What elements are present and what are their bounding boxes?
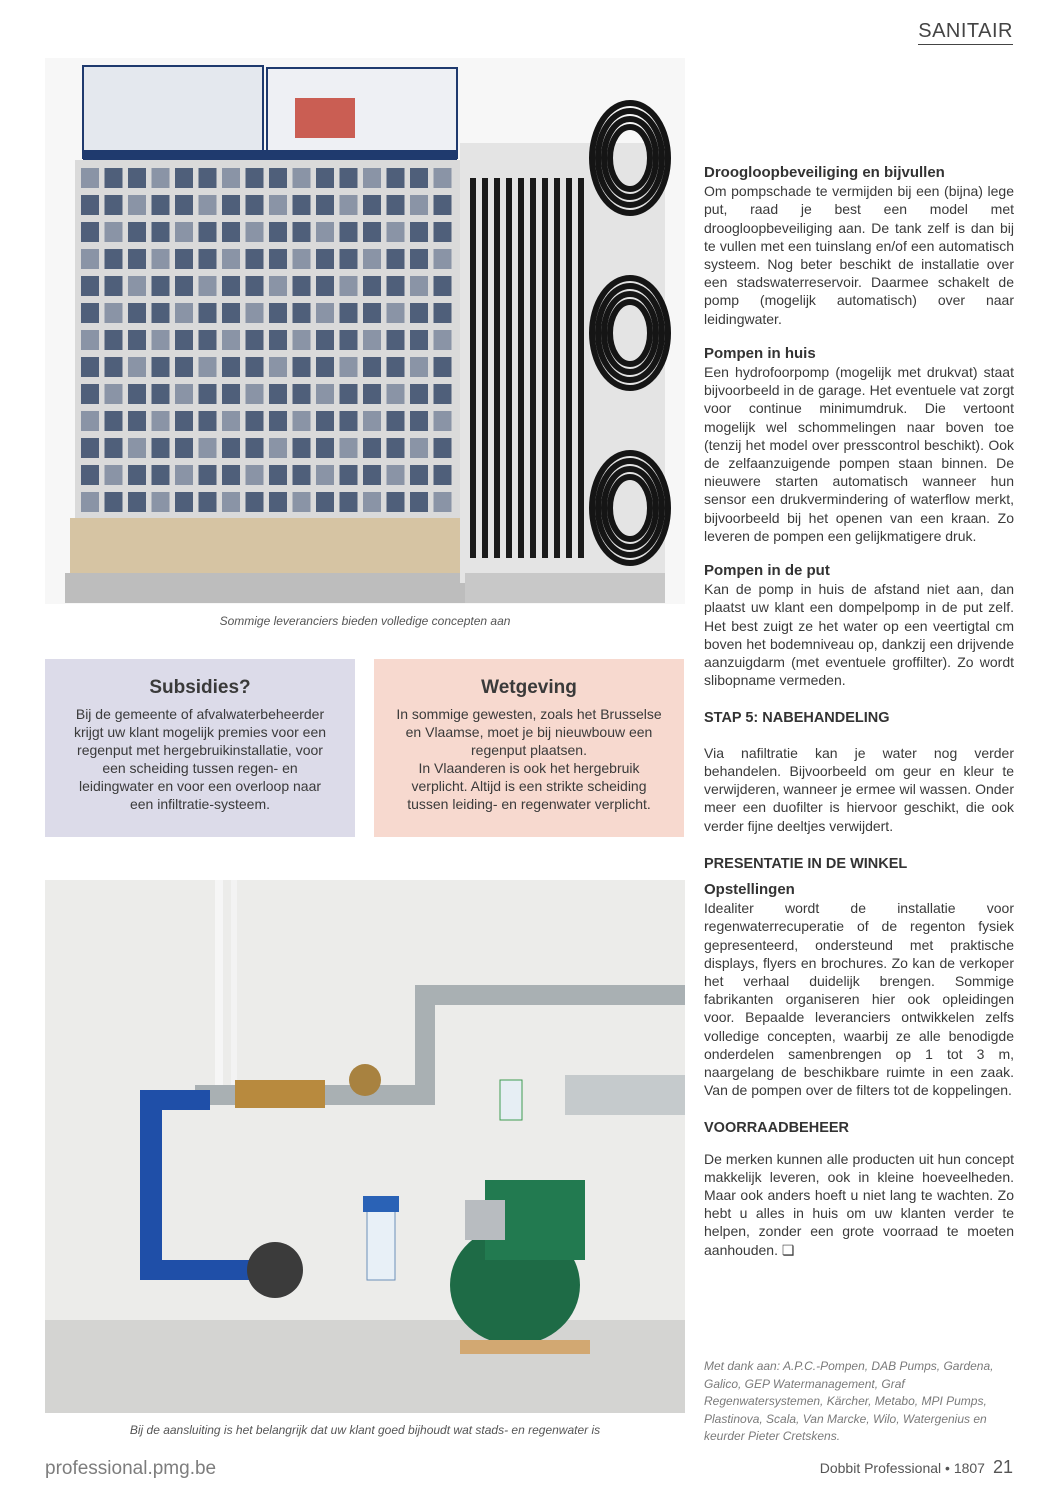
product-blister bbox=[128, 303, 146, 323]
product-blister bbox=[269, 438, 287, 458]
hose-strip bbox=[542, 178, 548, 558]
product-blister bbox=[105, 438, 123, 458]
display-rack-illustration bbox=[45, 58, 685, 604]
product-blister bbox=[410, 249, 428, 269]
subsidies-box bbox=[45, 659, 355, 837]
product-blister bbox=[246, 222, 264, 242]
pump-installation-illustration bbox=[45, 880, 685, 1413]
product-blister bbox=[293, 438, 311, 458]
product-blister bbox=[152, 330, 170, 350]
product-blister bbox=[128, 330, 146, 350]
product-blister bbox=[434, 492, 452, 512]
product-blister bbox=[81, 168, 99, 188]
product-blister bbox=[387, 411, 405, 431]
product-blister bbox=[128, 195, 146, 215]
product-blister bbox=[269, 303, 287, 323]
text-voorraadbeheer bbox=[704, 1150, 1014, 1259]
product-blister bbox=[152, 465, 170, 485]
product-blister bbox=[152, 411, 170, 431]
product-blister bbox=[410, 303, 428, 323]
product-blister bbox=[269, 411, 287, 431]
product-blister bbox=[81, 357, 99, 377]
product-blister bbox=[222, 492, 240, 512]
product-blister bbox=[175, 492, 193, 512]
heading-droogloop: Droogloopbeveiliging en bijvullen bbox=[704, 164, 945, 181]
product-blister bbox=[387, 249, 405, 269]
product-blister bbox=[340, 384, 358, 404]
product-blister bbox=[340, 222, 358, 242]
product-blister bbox=[387, 276, 405, 296]
product-blister bbox=[410, 465, 428, 485]
pump-installation-photo bbox=[45, 880, 685, 1413]
product-blister bbox=[410, 384, 428, 404]
product-blister bbox=[199, 303, 217, 323]
product-blister bbox=[152, 357, 170, 377]
product-blister bbox=[293, 492, 311, 512]
product-blister bbox=[105, 303, 123, 323]
product-blister bbox=[363, 465, 381, 485]
product-blister bbox=[387, 438, 405, 458]
hose-strip bbox=[518, 178, 524, 558]
subsidies-text: Bij de gemeente of afvalwaterbeheerder krijgt uw klant mogelijk premies voor een regenput met hergebruikinstallatie, voor een scheiding tussen regen- en leidingwater en voor een overloop naar een infiltratie-systeem. bbox=[73, 706, 327, 812]
product-blister bbox=[434, 330, 452, 350]
heading-nabehandeling: STAP 5: NABEHANDELING bbox=[704, 710, 890, 727]
product-blister bbox=[199, 222, 217, 242]
product-blister bbox=[293, 303, 311, 323]
product-blister bbox=[222, 303, 240, 323]
product-blister bbox=[152, 276, 170, 296]
article-column bbox=[704, 164, 1014, 1259]
hose-strip bbox=[494, 178, 500, 558]
heading-presentatie: PRESENTATIE IN DE WINKEL bbox=[704, 855, 908, 872]
product-blister bbox=[175, 168, 193, 188]
product-blister bbox=[434, 195, 452, 215]
product-blister bbox=[316, 222, 334, 242]
product-blister bbox=[105, 222, 123, 242]
product-blister bbox=[199, 492, 217, 512]
product-blister bbox=[105, 384, 123, 404]
product-blister bbox=[293, 195, 311, 215]
heading-pompen-in-put: Pompen in de put bbox=[704, 562, 830, 580]
product-blister bbox=[387, 492, 405, 512]
product-blister bbox=[410, 411, 428, 431]
product-blister bbox=[199, 168, 217, 188]
product-blister bbox=[81, 411, 99, 431]
product-blister bbox=[222, 465, 240, 485]
product-blister bbox=[293, 276, 311, 296]
product-blister bbox=[410, 438, 428, 458]
product-blister bbox=[340, 276, 358, 296]
product-blister bbox=[175, 438, 193, 458]
product-blister bbox=[410, 195, 428, 215]
product-blister bbox=[199, 276, 217, 296]
text-pompen-in-huis: Een hydrofoorpomp (mogelijk met drukvat) staat bijvoorbeeld in de garage. Het eventuele vat zorgt voor continue minimumdruk. Die vertoont mogelijk wel schommelingen naar boven toe (tenzij het model over presscontrol beschikt). Ook de zelfaanzuigende pompen staan binnen. De nieuwere starten automatisch wanneer hun sensor een drukvermindering of waterflow merkt, bijvoorbeeld bij het openen van een kraan. Zo leveren de pompen een gelijkmatigere druk. bbox=[704, 364, 1014, 544]
product-blister bbox=[105, 168, 123, 188]
product-blister bbox=[269, 276, 287, 296]
product-blister bbox=[269, 465, 287, 485]
product-blister bbox=[199, 195, 217, 215]
product-blister bbox=[410, 492, 428, 512]
product-blister bbox=[434, 384, 452, 404]
product-blister bbox=[175, 411, 193, 431]
wetgeving-text-1: In sommige gewesten, zoals het Brusselse en Vlaamse, moet je bij nieuwbouw een regenput plaatsen. bbox=[396, 706, 662, 758]
product-blister bbox=[246, 438, 264, 458]
product-blister bbox=[199, 330, 217, 350]
product-blister bbox=[316, 330, 334, 350]
product-blister bbox=[316, 492, 334, 512]
product-blister bbox=[269, 357, 287, 377]
product-blister bbox=[387, 357, 405, 377]
product-blister bbox=[363, 195, 381, 215]
product-blister bbox=[246, 330, 264, 350]
display-rack-photo bbox=[45, 58, 685, 604]
product-blister bbox=[152, 303, 170, 323]
product-blister bbox=[363, 222, 381, 242]
product-blister bbox=[175, 357, 193, 377]
product-blister bbox=[246, 195, 264, 215]
product-blister bbox=[269, 330, 287, 350]
product-blister bbox=[316, 384, 334, 404]
product-blister bbox=[222, 249, 240, 269]
product-blister bbox=[81, 222, 99, 242]
product-blister bbox=[81, 330, 99, 350]
wetgeving-box bbox=[374, 659, 684, 837]
product-blister bbox=[293, 249, 311, 269]
product-blister bbox=[175, 276, 193, 296]
product-blister bbox=[246, 276, 264, 296]
product-blister bbox=[152, 249, 170, 269]
hose-strip bbox=[506, 178, 512, 558]
acknowledgements: Met dank aan: A.P.C.-Pompen, DAB Pumps, Gardena, Galico, GEP Watermanagement, Graf Regenwatersystemen, Kärcher, Metabo, MPI Pumps, Plastinova, Scala, Van Marcke, Wilo, Watergenius en keurder Pieter Cretskens. bbox=[704, 1359, 994, 1443]
product-blister bbox=[269, 384, 287, 404]
product-blister bbox=[363, 411, 381, 431]
product-blister bbox=[387, 168, 405, 188]
product-blister bbox=[293, 357, 311, 377]
product-blister bbox=[340, 303, 358, 323]
text-nabehandeling: Via nafiltratie kan je water nog verder behandelen. Bijvoorbeeld om geur en kleur te verwijderen, wanneer je ermee wil wassen. Onder meer een duofilter is hiervoor geschikt, die ook verder fijne deeltjes verwijdert. bbox=[704, 744, 1014, 834]
hose-strip bbox=[530, 178, 536, 558]
product-blister bbox=[410, 357, 428, 377]
product-blister bbox=[316, 303, 334, 323]
product-blister bbox=[222, 222, 240, 242]
wetgeving-text-2: In Vlaanderen is ook het hergebruik verplicht. Altijd is een strikte scheiding tussen leiding- en regenwater verplicht. bbox=[407, 760, 651, 812]
hose-strip bbox=[470, 178, 476, 558]
product-blister bbox=[128, 465, 146, 485]
product-blister bbox=[105, 195, 123, 215]
product-blister bbox=[81, 303, 99, 323]
product-blister bbox=[316, 195, 334, 215]
product-blister bbox=[340, 438, 358, 458]
product-blister bbox=[434, 357, 452, 377]
top-photo-caption: Sommige leveranciers bieden volledige concepten aan bbox=[219, 614, 511, 628]
page-footer bbox=[820, 1457, 1013, 1478]
product-blister bbox=[363, 384, 381, 404]
page-number: 21 bbox=[992, 1457, 1013, 1477]
product-blister bbox=[316, 357, 334, 377]
product-blister bbox=[434, 276, 452, 296]
product-blister bbox=[199, 384, 217, 404]
product-blister bbox=[246, 384, 264, 404]
product-blister bbox=[81, 195, 99, 215]
product-blister bbox=[269, 492, 287, 512]
product-blister bbox=[175, 249, 193, 269]
product-blister bbox=[340, 357, 358, 377]
product-blister bbox=[152, 384, 170, 404]
subsidies-title: Subsidies? bbox=[149, 677, 251, 698]
product-blister bbox=[222, 357, 240, 377]
product-blister bbox=[410, 222, 428, 242]
magazine-issue: Dobbit Professional • 1807 bbox=[819, 1460, 985, 1476]
text-pompen-in-put: Kan de pomp in huis de afstand niet aan, dan plaatst uw klant een dompelpomp in de put zelf. Het best zuigt ze het water op een veertigtal cm boven het bodemniveau op, dankzij een drijvende aanzuigdarm (met eventuele groffilter). Zo wordt slibopname vermeden. bbox=[704, 581, 1014, 689]
product-blister bbox=[222, 168, 240, 188]
product-blister bbox=[128, 249, 146, 269]
product-blister bbox=[105, 357, 123, 377]
end-mark-icon: ❏ bbox=[781, 1241, 795, 1258]
product-blister bbox=[269, 222, 287, 242]
hose-strip bbox=[578, 178, 584, 558]
product-blister bbox=[363, 303, 381, 323]
product-blister bbox=[128, 276, 146, 296]
product-blister bbox=[246, 168, 264, 188]
heading-opstellingen: Opstellingen bbox=[704, 880, 795, 898]
product-blister bbox=[222, 276, 240, 296]
product-blister bbox=[340, 195, 358, 215]
hose-strip bbox=[566, 178, 572, 558]
product-blister bbox=[269, 249, 287, 269]
product-blister bbox=[128, 492, 146, 512]
wetgeving-title: Wetgeving bbox=[481, 677, 577, 698]
text-voorraadbeheer-body: De merken kunnen alle producten uit hun concept makkelijk leveren, ook in kleine hoeveelheden. Maar ook anders hoeft u niet lang te wachten. Zo hebt u alles in huis om uw klanten verder te helpen, zonder een grote voorraad te moeten aanhouden. bbox=[704, 1150, 1014, 1258]
product-blister bbox=[175, 195, 193, 215]
product-blister bbox=[387, 465, 405, 485]
product-blister bbox=[199, 357, 217, 377]
product-blister bbox=[81, 276, 99, 296]
product-blister bbox=[363, 330, 381, 350]
product-blister bbox=[387, 384, 405, 404]
product-blister bbox=[387, 330, 405, 350]
product-blister bbox=[128, 357, 146, 377]
product-blister bbox=[152, 222, 170, 242]
product-blister bbox=[387, 303, 405, 323]
hose-strip bbox=[554, 178, 560, 558]
product-blister bbox=[81, 438, 99, 458]
product-blister bbox=[434, 411, 452, 431]
product-blister bbox=[105, 411, 123, 431]
product-blister bbox=[246, 411, 264, 431]
product-blister bbox=[316, 249, 334, 269]
product-blister bbox=[175, 303, 193, 323]
product-blister bbox=[293, 222, 311, 242]
product-blister bbox=[246, 492, 264, 512]
product-blister bbox=[293, 465, 311, 485]
section-label: SANITAIR bbox=[918, 20, 1013, 45]
product-blister bbox=[340, 465, 358, 485]
text-droogloop: Om pompschade te vermijden bij een (bijna) lege put, raad je best een model met droogloopbeveiliging aan. De tank zelf is dan bij te vullen met een tuinslang en/of een automatisch systeem. Nog beter beschikt de installatie over een stadswaterreservoir. Daarmee schakelt de pomp (mogelijk automatisch) over naar leidingwater. bbox=[704, 183, 1014, 327]
product-blister bbox=[434, 465, 452, 485]
product-blister bbox=[293, 168, 311, 188]
product-blister bbox=[434, 168, 452, 188]
product-blister bbox=[222, 384, 240, 404]
product-blister bbox=[410, 168, 428, 188]
hose-strip bbox=[482, 178, 488, 558]
heading-voorraadbeheer: VOORRAADBEHEER bbox=[704, 1120, 850, 1137]
product-blister bbox=[105, 330, 123, 350]
product-blister bbox=[152, 195, 170, 215]
product-blister bbox=[222, 330, 240, 350]
product-blister bbox=[246, 357, 264, 377]
product-blister bbox=[363, 276, 381, 296]
product-blister bbox=[81, 384, 99, 404]
product-blister bbox=[175, 222, 193, 242]
product-blister bbox=[81, 249, 99, 269]
product-blister bbox=[246, 249, 264, 269]
product-blister bbox=[246, 303, 264, 323]
product-blister bbox=[199, 465, 217, 485]
product-blister bbox=[316, 438, 334, 458]
product-blister bbox=[246, 465, 264, 485]
product-blister bbox=[340, 249, 358, 269]
bottom-photo-caption: Bij de aansluiting is het belangrijk dat uw klant goed bijhoudt wat stads- en regenwater is bbox=[129, 1423, 601, 1437]
product-blister bbox=[363, 438, 381, 458]
product-blister bbox=[434, 438, 452, 458]
product-blister bbox=[340, 411, 358, 431]
product-blister bbox=[152, 438, 170, 458]
product-blister bbox=[199, 438, 217, 458]
product-blister bbox=[316, 168, 334, 188]
product-blister bbox=[105, 249, 123, 269]
product-blister bbox=[293, 384, 311, 404]
product-blister bbox=[81, 492, 99, 512]
product-blister bbox=[434, 222, 452, 242]
product-blister bbox=[316, 276, 334, 296]
product-blister bbox=[128, 438, 146, 458]
product-blister bbox=[222, 438, 240, 458]
product-blister bbox=[175, 330, 193, 350]
product-blister bbox=[340, 330, 358, 350]
product-blister bbox=[363, 492, 381, 512]
product-blister bbox=[105, 465, 123, 485]
product-blister bbox=[340, 492, 358, 512]
website-link[interactable]: professional.pmg.be bbox=[45, 1458, 217, 1479]
product-blister bbox=[128, 411, 146, 431]
product-blister bbox=[363, 357, 381, 377]
product-blister bbox=[105, 492, 123, 512]
product-blister bbox=[410, 330, 428, 350]
product-blister bbox=[363, 249, 381, 269]
product-blister bbox=[434, 303, 452, 323]
product-blister bbox=[152, 168, 170, 188]
product-blister bbox=[387, 195, 405, 215]
product-blister bbox=[128, 168, 146, 188]
product-blister bbox=[363, 168, 381, 188]
product-blister bbox=[434, 249, 452, 269]
text-opstellingen: Idealiter wordt de installatie voor regenwaterrecuperatie of de regenton fysiek gepresenteerd, ondersteund met praktische displays, flyers en brochures. Zo kan de verkoper het verhaal duidelijk brengen. Sommige fabrikanten organiseren hier ook opleidingen voor. Bepaalde leveranciers ontwikkelen zelfs volledige concepten, waarbij ze alle benodigde onderdelen samenbrengen op 1 tot 3 m, naargelang de beschikbare ruimte in een zaak. Van de pompen over de filters tot de koppelingen. bbox=[704, 900, 1014, 1099]
product-blister bbox=[175, 384, 193, 404]
heading-pompen-in-huis: Pompen in huis bbox=[704, 344, 816, 362]
product-blister bbox=[316, 465, 334, 485]
product-blister bbox=[199, 411, 217, 431]
product-blister bbox=[175, 465, 193, 485]
product-blister bbox=[269, 168, 287, 188]
product-blister bbox=[387, 222, 405, 242]
product-blister bbox=[293, 330, 311, 350]
product-blister bbox=[293, 411, 311, 431]
product-blister bbox=[222, 411, 240, 431]
product-blister bbox=[81, 465, 99, 485]
product-blister bbox=[199, 249, 217, 269]
product-blister bbox=[128, 222, 146, 242]
product-blister bbox=[410, 276, 428, 296]
product-blister bbox=[269, 195, 287, 215]
product-blister bbox=[105, 276, 123, 296]
product-blister bbox=[222, 195, 240, 215]
product-blister bbox=[128, 384, 146, 404]
product-blister bbox=[316, 411, 334, 431]
product-blister bbox=[340, 168, 358, 188]
product-blister bbox=[152, 492, 170, 512]
